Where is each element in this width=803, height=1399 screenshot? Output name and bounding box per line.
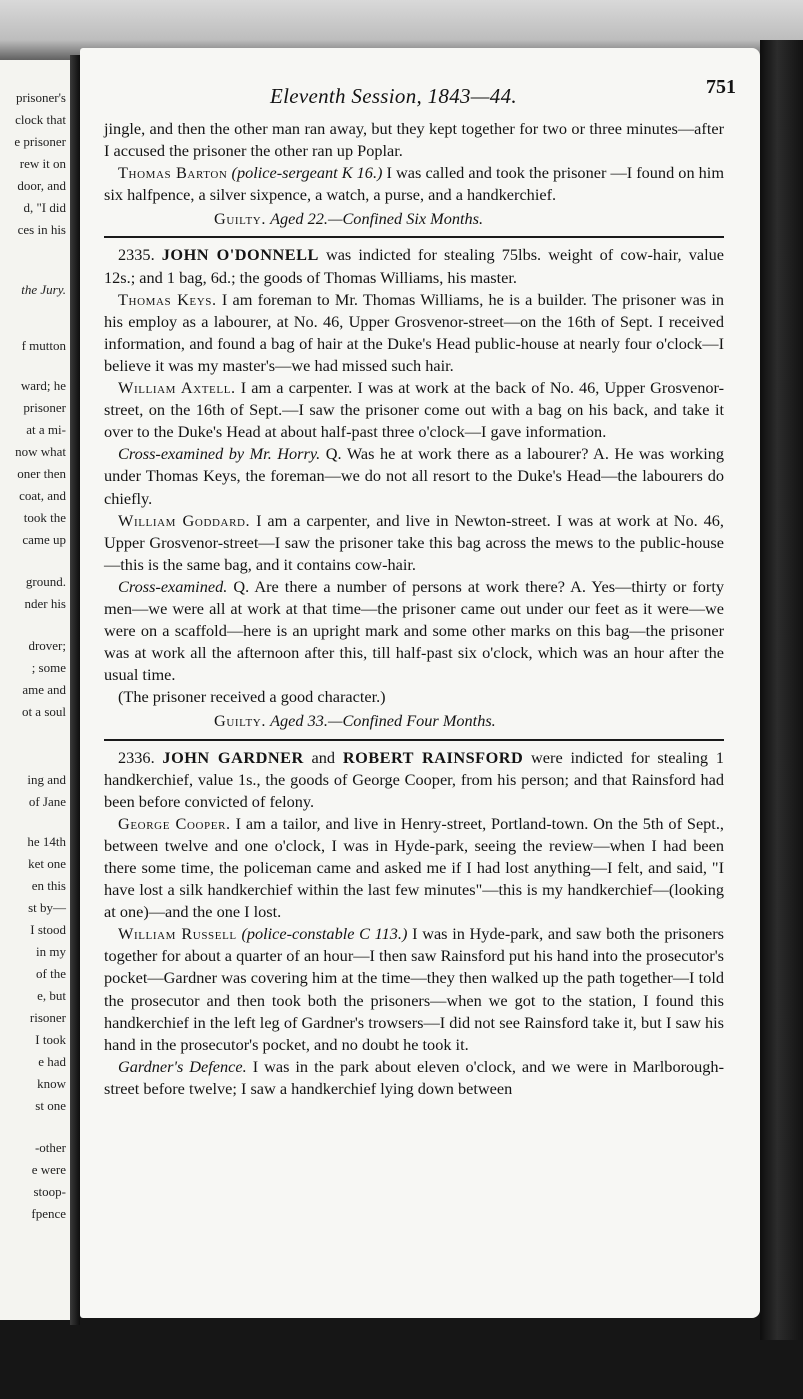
left-page-edge bbox=[0, 60, 76, 1320]
left-page-fragment: took the bbox=[23, 510, 66, 525]
continuation-text: jingle, and then the other man ran away, but they kept together for two or three minutes—after I accused the prisoner the other ran up Poplar. bbox=[104, 119, 724, 161]
left-page-fragment: I stood bbox=[30, 922, 66, 937]
testimony-text: I was called and took the prisoner —I found on him six halfpence, a silver sixpence, a watch, a purse, and a handkerchief. bbox=[104, 163, 724, 205]
left-page-fragment: clock that bbox=[15, 112, 66, 127]
testimony-text: Q. Was he at work there as a labourer? A. He was working under Thomas Keys, the foreman—we do not all resort to the Duke's Head—the labourers do chiefly. bbox=[104, 444, 724, 508]
left-page-fragment: ces in his bbox=[17, 222, 66, 237]
speaker-name: George Cooper. bbox=[118, 813, 231, 833]
verdict-text: Aged 33.—Confined Four Months. bbox=[270, 711, 496, 731]
left-page-fragment: at a mi- bbox=[26, 422, 66, 437]
left-page-fragment: in my bbox=[36, 944, 66, 959]
left-page-fragment: e had bbox=[38, 1054, 66, 1069]
left-page-fragment: I took bbox=[35, 1032, 66, 1047]
speaker-name: Cross-examined by Mr. Horry. bbox=[118, 444, 321, 464]
left-page-fragment: prisoner's bbox=[15, 90, 66, 105]
speaker-name: William Axtell. bbox=[118, 378, 236, 398]
left-page-fragment: stoop- bbox=[33, 1184, 66, 1199]
case-heading bbox=[104, 244, 724, 288]
testimony bbox=[104, 1056, 724, 1100]
testimony-text: I am a carpenter, and live in Newton-street. I was at work at No. 46, Upper Grosvenor-street—I saw the prisoner take this bag across the mews to the public-house—this is the same bag, and it contains cow-hair. bbox=[104, 510, 724, 574]
testimony-text: I am a carpenter. I was at work at the back of No. 46, Upper Grosvenor-street, on the 16th of Sept.—I saw the prisoner come out with a bag on his back, and take it over to the Duke's Head at about half-past three o'clock—I gave information. bbox=[104, 378, 724, 442]
left-page-fragment: oner then bbox=[17, 466, 66, 481]
left-page-fragment: e, but bbox=[37, 988, 66, 1003]
speaker-name: William Goddard. bbox=[118, 510, 251, 530]
testimony-text: I was in Hyde-park, and saw both the prisoners together for about a quarter of an hour—I then saw Rainsford put his hand into the prosecutor's pocket—Gardner was covering him at the time—they then walked up the path together—I told the prosecutor and then took both the prisoners—when we got to the station, I found this handkerchief in the left leg of Gardner's trowsers—I did not see Rainsford take it, but I saw his hand in the prosecutor's pocket, and no doubt he took it. bbox=[104, 924, 725, 1054]
left-page-fragment: of the bbox=[36, 966, 66, 981]
left-page-fragment: came up bbox=[22, 532, 66, 547]
speaker-role: (police-constable C 113.) bbox=[241, 924, 408, 944]
left-page-fragment: the Jury. bbox=[21, 282, 66, 297]
left-page-fragment: d, "I did bbox=[23, 200, 66, 215]
character-note: (The prisoner received a good character.) bbox=[118, 687, 386, 707]
left-page-fragment: door, and bbox=[17, 178, 66, 193]
left-page-fragment: st by— bbox=[28, 900, 66, 915]
left-page-fragment: f mutton bbox=[21, 338, 66, 353]
left-page-fragment: ing and bbox=[27, 772, 66, 787]
testimony bbox=[104, 510, 724, 576]
defendant-name: ROBERT RAINSFORD bbox=[342, 747, 524, 767]
verdict-label: Guilty. bbox=[214, 711, 267, 731]
testimony bbox=[104, 289, 724, 377]
left-page-fragment: rew it on bbox=[19, 156, 66, 171]
testimony bbox=[104, 377, 724, 443]
section-divider bbox=[104, 236, 724, 238]
verdict-label: Guilty. bbox=[214, 209, 267, 229]
testimony bbox=[104, 576, 724, 686]
testimony-text: I was in the park about eleven o'clock, and we were in Marlborough-street before twelve; I saw a handkerchief lying down between bbox=[104, 1056, 724, 1098]
left-page-fragment: -other bbox=[34, 1140, 66, 1155]
defendant-name: JOHN GARDNER bbox=[162, 747, 304, 767]
page-edge-shadow bbox=[760, 40, 803, 1340]
left-page-fragment: coat, and bbox=[19, 488, 66, 503]
defendant-name: JOHN O'DONNELL bbox=[161, 245, 319, 265]
left-page-fragment: ket one bbox=[28, 856, 66, 871]
left-page-fragment: fpence bbox=[31, 1206, 66, 1221]
speaker-name: Thomas Barton bbox=[118, 163, 228, 183]
case-number: 2336. bbox=[118, 747, 155, 767]
speaker-name: William Russell bbox=[118, 924, 237, 944]
left-page-fragment: nder his bbox=[24, 596, 66, 611]
testimony-text: I am a tailor, and live in Henry-street, Portland-town. On the 5th of Sept., between twelve and one o'clock, I was in Hyde-park, seeing the review—when I had been there some time, the policeman came and asked me if I had lost anything—I felt, and said, "I have lost a silk handkerchief within the last few minutes"—this is my handkerchief—(looking at one)—and the one I lost. bbox=[104, 813, 724, 922]
testimony bbox=[104, 923, 724, 1056]
speaker-role: (police-sergeant K 16.) bbox=[231, 163, 383, 183]
body-text bbox=[104, 118, 724, 1100]
left-page-fragment: now what bbox=[15, 444, 66, 459]
speaker-name: Thomas Keys. bbox=[118, 289, 217, 309]
left-page-fragment: of Jane bbox=[28, 794, 66, 809]
verdict bbox=[104, 208, 724, 230]
left-page-fragment: e were bbox=[31, 1162, 66, 1177]
section-divider bbox=[104, 739, 724, 741]
testimony-text: I am foreman to Mr. Thomas Williams, he is a builder. The prisoner was in his employ as a labourer, at No. 46, Upper Grosvenor-street—on the 16th of Sept. I received information, and found a bag of hair at the Duke's Head public-house at nearly four o'clock—I believe it was my master's—we had missed such hair. bbox=[104, 289, 724, 375]
left-page-fragment: ; some bbox=[31, 660, 66, 675]
indictment-text: were indicted for stealing 1 handkerchief, value 1s., the goods of George Cooper, from his person; and that Rainsford had been before convicted of felony. bbox=[104, 747, 724, 811]
speaker-name: Gardner's Defence. bbox=[118, 1056, 247, 1076]
indictment-text: was indicted for stealing 75lbs. weight of cow-hair, value 12s.; and 1 bag, 6d.; the goods of Thomas Williams, his master. bbox=[104, 245, 724, 287]
left-page-fragment: drover; bbox=[28, 638, 66, 653]
connector: and bbox=[311, 747, 336, 767]
testimony bbox=[104, 813, 724, 923]
verdict bbox=[104, 710, 724, 732]
left-page-fragment: he 14th bbox=[27, 834, 66, 849]
page bbox=[80, 48, 760, 1318]
left-page-fragment: ame and bbox=[22, 682, 66, 697]
testimony-text: Q. Are there a number of persons at work there? A. Yes—thirty or forty men—we were all at work at that time—the prisoner came out under our feet as it were—we were on a scaffold—here is an upright mark and some other marks on this bag—the prisoner was at work all the afternoon after this, till half-past six o'clock, which was an hour after the usual time. bbox=[104, 576, 724, 685]
case-number: 2335. bbox=[118, 245, 155, 265]
speaker-name: Cross-examined. bbox=[118, 576, 228, 596]
left-page-fragment: ot a soul bbox=[21, 704, 66, 719]
case-heading bbox=[104, 747, 724, 813]
page-number: 751 bbox=[706, 76, 736, 98]
left-page-fragment: ward; he bbox=[20, 378, 66, 393]
left-page-fragment: st one bbox=[35, 1098, 66, 1113]
left-page-fragment: ground. bbox=[25, 574, 66, 589]
left-page-fragment: prisoner bbox=[23, 400, 66, 415]
left-page-fragment: risoner bbox=[29, 1010, 66, 1025]
left-page-fragment: know bbox=[37, 1076, 66, 1091]
verdict-text: Aged 22.—Confined Six Months. bbox=[270, 209, 484, 229]
left-page-fragment: en this bbox=[31, 878, 66, 893]
running-header: Eleventh Session, 1843—44. bbox=[270, 84, 517, 108]
testimony bbox=[104, 443, 724, 509]
testimony bbox=[104, 162, 724, 206]
left-page-fragment: e prisoner bbox=[14, 134, 66, 149]
book-spine bbox=[70, 55, 80, 1325]
